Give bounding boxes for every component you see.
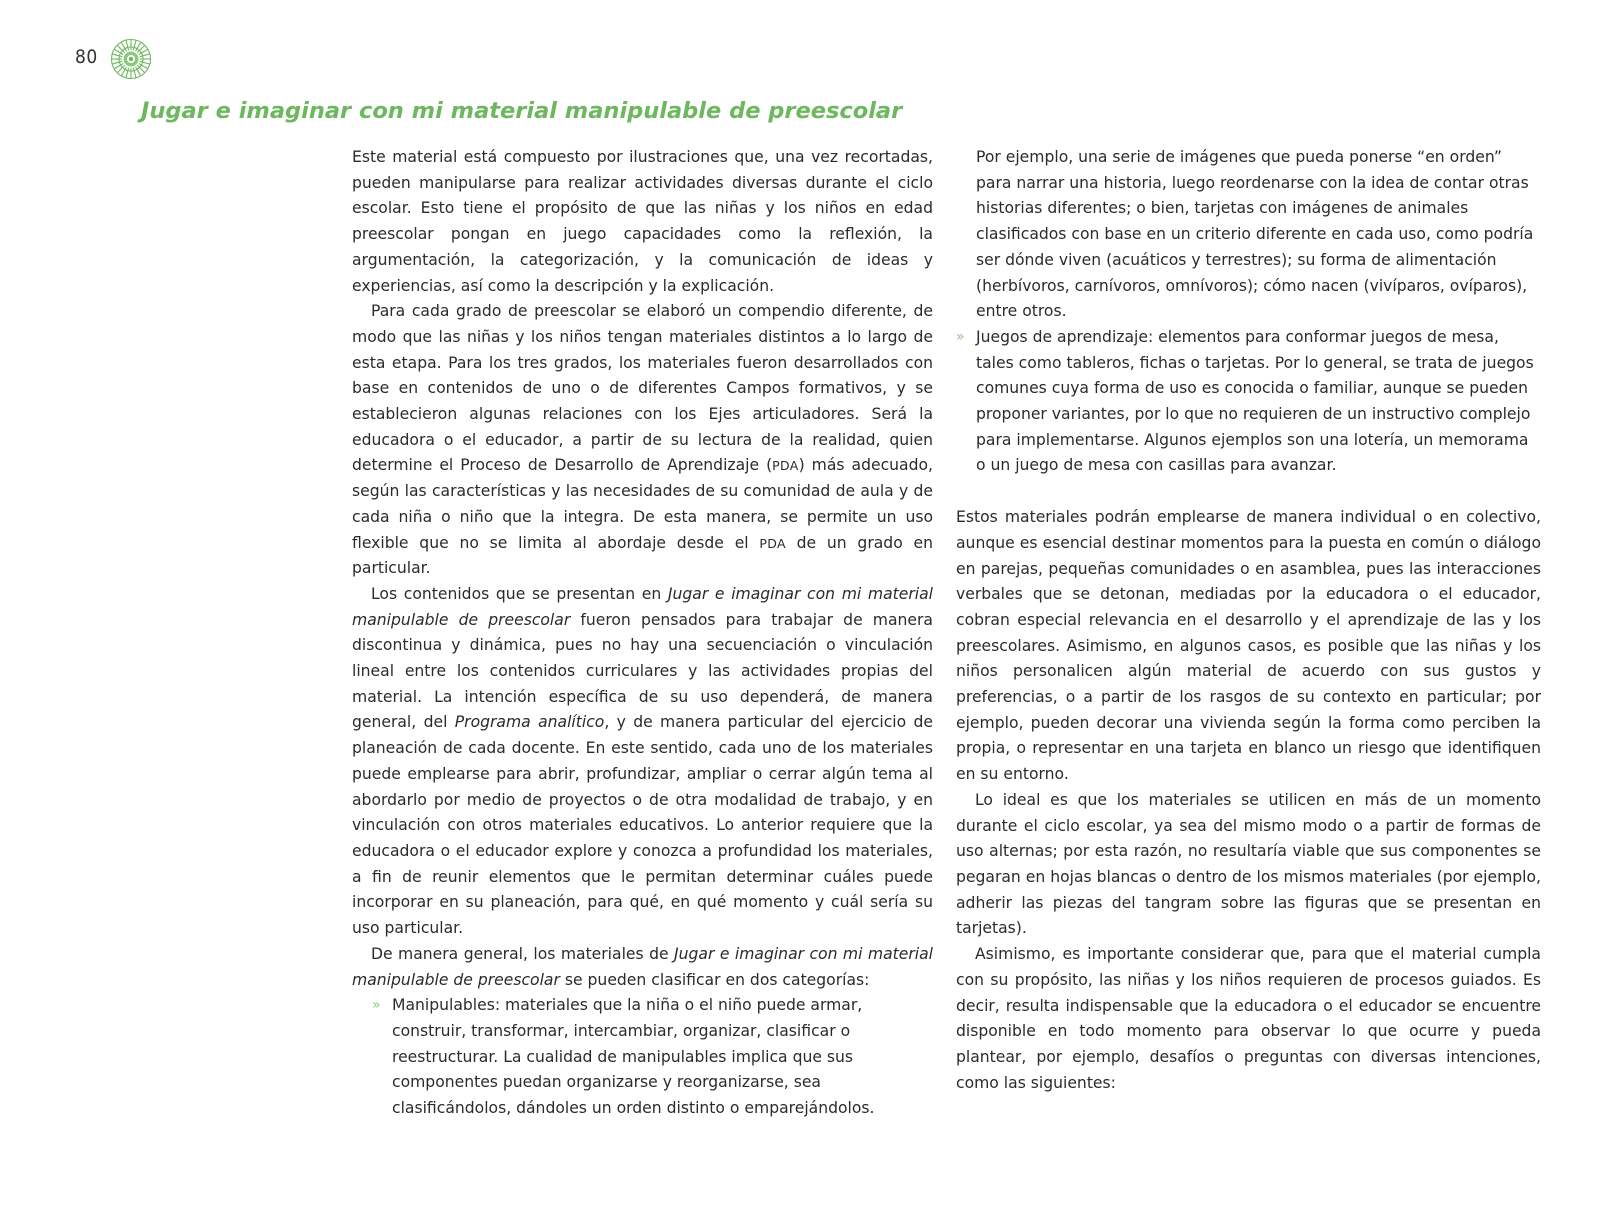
rosette-petal: [112, 61, 122, 64]
left-column: [352, 145, 933, 1122]
paragraph: Lo ideal es que los materiales se utilicen en más de un momento durante el ciclo escolar, ya sea del mismo modo o a partir de formas de uso alternas; por esta razón, no resultaría viable que sus componentes se pegaran en hojas blancas o dentro de los mismos materiales (por ejemplo, adherir las piezas del tangram sobre las figuras que se presentan en tarjetas).: [956, 790, 1541, 938]
page-number: 80: [75, 46, 98, 68]
list-item: Por ejemplo, una serie de imágenes que pueda ponerse “en orden” para narrar una historia, luego reordenarse con la idea de contar otras historias diferentes; o bien, tarjetas con imágenes de animales clasificados con base en un criterio diferente en cada uso, como podría ser dónde viven (acuáticos y terrestres); su forma de alimentación (herbívoros, carnívoros, omnívoros); cómo nacen (vivíparos, ovíparos), entre otros.: [976, 148, 1534, 321]
paragraph: Asimismo, es importante considerar que, para que el material cumpla con su propósito, las niñas y los niños requieren de procesos guiados. Es decir, resulta indispensable que la educadora o el educador se encuentre disponible en todo momento para observar lo que ocurre y pueda plantear, por ejemplo, desafíos o preguntas con diversas intenciones, como las siguientes:: [956, 945, 1541, 1092]
rosette-petal: [133, 40, 136, 50]
right-column: [956, 145, 1541, 1096]
paragraph: Para cada grado de preescolar se elaboró un compendio diferente, de modo que las niñas y los niños tengan materiales distintos a lo largo de esta etapa. Para los tres grados, los materiales fueron desarrollados con base en contenidos de uno o de diferentes Campos formativos, y se establecieron algunas relaciones con los Ejes articuladores. Será la educadora o el educador, a partir de su lectura de la realidad, quien determine el Proceso de Desarrollo de Aprendizaje (PDA) más adecuado, según las características y las necesidades de su comunidad de aula y de cada niña o niño que la integra. De esta manera, se permite un uso flexible que no se limita al abordaje desde el PDA de un grado en particular.: [352, 302, 933, 578]
list-item: » Manipulables: materiales que la niña o el niño puede armar, construir, transformar, intercambiar, organizar, clasificar o reestructurar. La cualidad de manipulables implica que sus componentes puedan organizarse y reorganizarse, sea clasificándolos, dándoles un orden distinto o emparejándolos.: [352, 993, 933, 1122]
page-title: Jugar e imaginar con mi material manipulable de preescolar: [141, 98, 903, 124]
category-list: [352, 993, 933, 1122]
rosette-petal: [112, 54, 122, 57]
rosette-petal: [126, 40, 129, 50]
bullet-chevron-icon: »: [372, 997, 381, 1014]
rosette-petal: [133, 68, 136, 78]
category-list-continued: [956, 145, 1541, 479]
rosette-petal: [140, 54, 150, 57]
list-item: » Juegos de aprendizaje: elementos para conformar juegos de mesa, tales como tableros, fichas o tarjetas. Por lo general, se trata de juegos comunes cuya forma de uso es conocida o familiar, aunque se pueden proponer variantes, por lo que no requieren de un instructivo complejo para implementarse. Algunos ejemplos son una lotería, un memorama o un juego de mesa con casillas para avanzar.: [936, 325, 1541, 479]
paragraph: Los contenidos que se presentan en Jugar e imaginar con mi material manipulable de preescolar fueron pensados para trabajar de manera discontinua y dinámica, pues no hay una secuenciación o vinculación lineal entre los contenidos curriculares y las actividades propias del material. La intención específica de su uso dependerá, de manera general, del Programa analítico, y de manera particular del ejercicio de planeación de cada docente. En este sentido, cada uno de los materiales puede emplearse para abrir, profundizar, ampliar o cerrar algún tema al abordarlo por medio de proyectos o de otra modalidad de trabajo, y en vinculación con otros materiales educativos. Lo anterior requiere que la educadora o el educador explore y conozca a profundidad los materiales, a fin de reunir elementos que le permitan determinar cuáles puede incorporar en su planeación, para qué, en qué momento y cuál sería su uso particular.: [352, 584, 933, 938]
bullet-chevron-icon: »: [956, 328, 965, 345]
rosette-petal: [140, 61, 150, 64]
paragraph: Estos materiales podrán emplearse de manera individual o en colectivo, aunque es esencial destinar momentos para la puesta en común o diálogo en parejas, pequeñas comunidades o en asamblea, pues las interacciones verbales que se detonan, mediadas por la educadora o el educador, cobran especial relevancia en el desarrollo y el aprendizaje de las y los preescolares. Asimismo, en algunos casos, es posible que las niñas y los niños personalicen algún material de acuerdo con sus gustos y preferencias, o a partir de los rasgos de su contexto en particular; por ejemplo, pueden decorar una vivienda según la forma como perciben la propia, o representar en una tarjeta en blanco un riesgo que identifiquen en su entorno.: [956, 508, 1541, 784]
rosette-icon: [110, 38, 152, 80]
paragraph: Este material está compuesto por ilustraciones que, una vez recortadas, pueden manipularse para realizar actividades diversas durante el ciclo escolar. Esto tiene el propósito de que las niñas y los niños en edad preescolar pongan en juego capacidades como la reflexión, la argumentación, la categorización, y la comunicación de ideas y experiencias, así como la descripción y la explicación.: [352, 148, 933, 295]
rosette-petal: [126, 68, 129, 78]
paragraph: De manera general, los materiales de Jugar e imaginar con mi material manipulable de preescolar se pueden clasificar en dos categorías:: [352, 944, 933, 989]
